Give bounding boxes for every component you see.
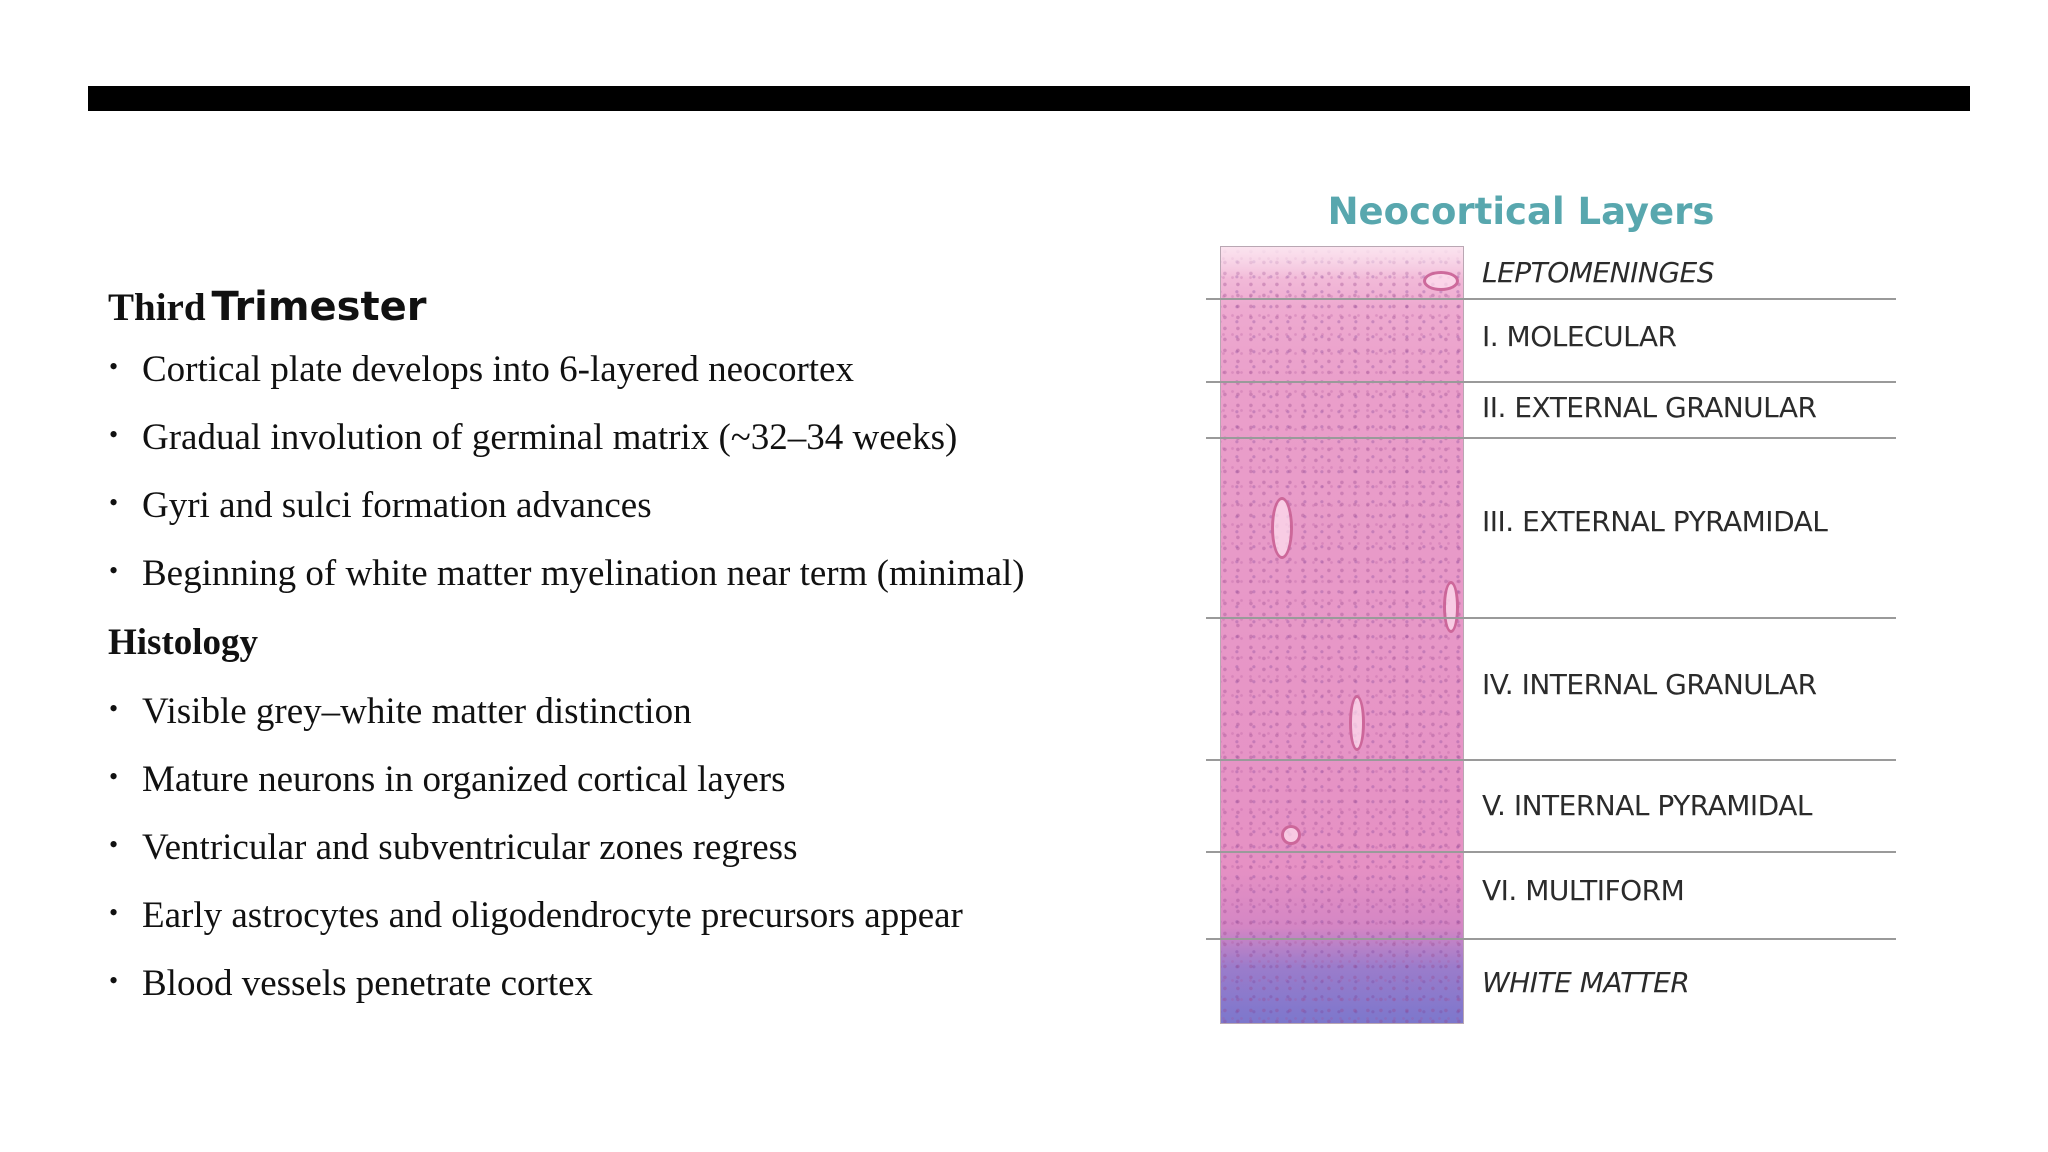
layer-label-leptomeninges: LEPTOMENINGES (1482, 256, 1714, 289)
layer-label-molecular: I. MOLECULAR (1482, 320, 1677, 353)
bullet-item (108, 950, 1188, 1018)
bullet-icon: • (109, 488, 119, 517)
layer-divider (1206, 437, 1896, 439)
bullet-text: Gyri and sulci formation advances (142, 485, 652, 526)
histology-bullet-list (108, 678, 1188, 1018)
bullet-text: Mature neurons in organized cortical layers (142, 759, 786, 800)
layer-divider (1206, 381, 1896, 383)
bullet-item (108, 814, 1188, 882)
bullet-icon: • (109, 966, 119, 995)
bullet-icon: • (109, 556, 119, 585)
slide-text-column (108, 278, 1188, 1018)
bullet-item (108, 746, 1188, 814)
layer-divider (1206, 617, 1896, 619)
bullet-text: Ventricular and subventricular zones regress (142, 827, 798, 868)
bullet-icon: • (109, 694, 119, 723)
blood-vessel-icon (1281, 825, 1301, 845)
bullet-item (108, 404, 1188, 472)
blood-vessel-icon (1271, 497, 1293, 559)
layer-divider (1206, 938, 1896, 940)
layer-label-internal-granular: IV. INTERNAL GRANULAR (1482, 668, 1817, 701)
bullet-icon: • (109, 762, 119, 791)
layer-label-external-pyramidal: III. EXTERNAL PYRAMIDAL (1482, 505, 1828, 538)
layer-label-external-granular: II. EXTERNAL GRANULAR (1482, 391, 1817, 424)
slide-heading (108, 278, 1188, 336)
bullet-icon: • (109, 898, 119, 927)
figure-title: Neocortical Layers (1327, 190, 1715, 233)
bullet-text: Gradual involution of germinal matrix (~32–34 weeks) (142, 417, 958, 458)
bullet-text: Early astrocytes and oligodendrocyte precursors appear (142, 895, 963, 936)
layer-divider (1206, 298, 1896, 300)
heading-word-trimester: Trimester (211, 284, 427, 330)
blood-vessel-icon (1349, 695, 1365, 751)
bullet-icon: • (109, 420, 119, 449)
layer-divider (1206, 759, 1896, 761)
layer-label-multiform: VI. MULTIFORM (1482, 874, 1685, 907)
bullet-text: Cortical plate develops into 6-layered neocortex (142, 349, 854, 390)
bullet-item (108, 678, 1188, 746)
bullet-item (108, 336, 1188, 404)
bullet-text: Beginning of white matter myelination near term (minimal) (142, 553, 1025, 594)
bullet-text: Blood vessels penetrate cortex (142, 963, 594, 1004)
histology-section-image (1220, 246, 1464, 1024)
layer-divider (1206, 851, 1896, 853)
bullet-item (108, 540, 1188, 608)
layer-label-white-matter: WHITE MATTER (1482, 966, 1690, 999)
neocortical-layers-figure (1206, 180, 1906, 1030)
histology-subheading: Histology (108, 622, 259, 663)
blood-vessel-icon (1443, 581, 1459, 633)
bullet-icon: • (109, 352, 119, 381)
layer-label-internal-pyramidal: V. INTERNAL PYRAMIDAL (1482, 789, 1812, 822)
bullet-item (108, 882, 1188, 950)
bullet-item (108, 472, 1188, 540)
title-bar-decoration (88, 86, 1970, 111)
heading-word-third: Third (108, 286, 206, 329)
development-bullet-list (108, 336, 1188, 608)
bullet-icon: • (109, 830, 119, 859)
blood-vessel-icon (1423, 271, 1459, 291)
bullet-text: Visible grey–white matter distinction (142, 691, 692, 732)
